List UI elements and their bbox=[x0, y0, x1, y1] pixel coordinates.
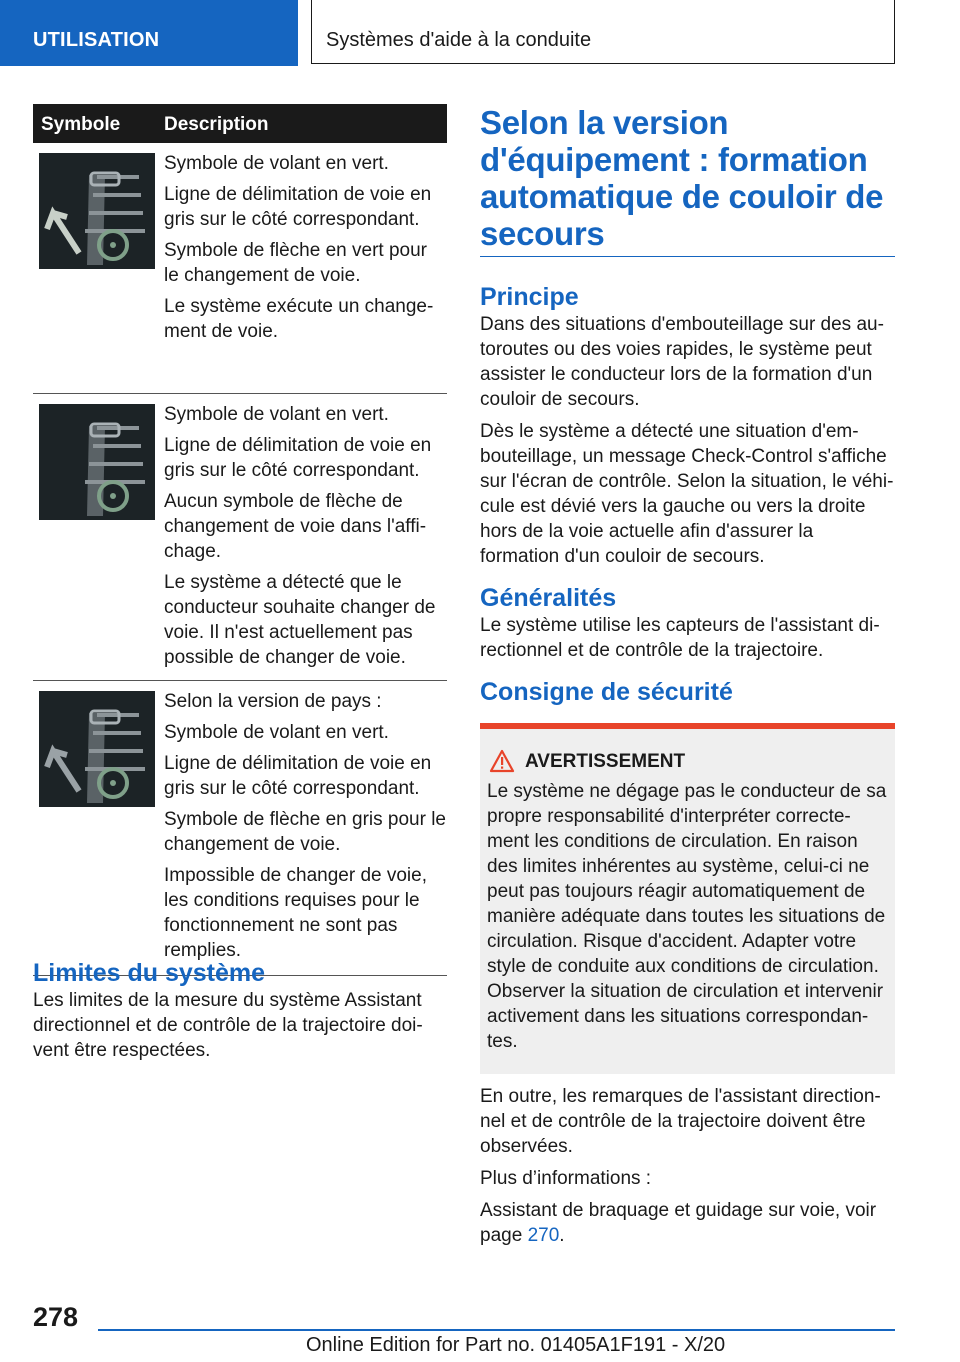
principle-heading: Principe bbox=[480, 283, 579, 311]
chapter-header bbox=[311, 0, 895, 64]
warning-box bbox=[480, 723, 895, 1074]
warning-label: AVERTISSEMENT bbox=[525, 751, 686, 772]
table-row bbox=[33, 394, 447, 681]
table-header bbox=[33, 104, 447, 143]
limits-text: Les limites de la mesure du système Assistant directionnel et de contrôle de la trajectoire doi-vent être respectées. bbox=[33, 990, 423, 1061]
principle-paragraph-1: Dans des situations d'embouteillage sur des au-toroutes ou des voies rapides, le système peut assister le conducteur lors de la formation d'un couloir de secours. bbox=[480, 314, 884, 410]
limits-heading: Limites du système bbox=[33, 959, 266, 987]
general-heading: Généralités bbox=[480, 584, 617, 612]
principle-paragraph-2: Dès le système a détecté une situation d'em-bouteillage, un message Check-Control s'affiche sur l'écran de contrôle. Selon la situation, le véhi-cule est dévié vers la gauche ou vers la droite hors de la voie actuelle afin d'assurer la formation d'un couloir de secours. bbox=[480, 421, 894, 567]
page-link[interactable]: 270 bbox=[527, 1225, 560, 1246]
main-title: Selon la version d'équipement : formation automatique de couloir de secours bbox=[480, 104, 884, 252]
section-label: UTILISATION bbox=[33, 29, 160, 51]
chapter-title: Systèmes d'aide à la conduite bbox=[326, 29, 592, 51]
row-description: Symbole de volant en vert. Ligne de délimitation de voie en gris sur le côté correspondant. Aucun symbole de flèche de changement de voie dans l'affi-chage. Le système a détecté que le conducteur souhaite changer de voie. Il n'est actuellement pas possible de changer de voie. bbox=[164, 404, 436, 668]
section-tab[interactable] bbox=[0, 0, 298, 66]
column-header-description: Description bbox=[164, 114, 269, 135]
page-number: 278 bbox=[33, 1302, 79, 1332]
row-description: Symbole de volant en vert. Ligne de délimitation de voie en gris sur le côté correspondant. Symbole de flèche en vert pour le changement de voie. Le système exécute un change-ment de voie. bbox=[164, 153, 434, 342]
footer-divider bbox=[98, 1329, 895, 1331]
safety-heading: Consigne de sécurité bbox=[480, 678, 733, 706]
lane-change-gray-arrow-icon bbox=[39, 691, 155, 807]
general-paragraph: Le système utilise les capteurs de l'assistant di-rectionnel et de contrôle de la trajectoire. bbox=[480, 615, 880, 661]
footer-edition: Online Edition for Part no. 01405A1F191 - X/20 bbox=[306, 1334, 726, 1356]
warning-triangle-icon bbox=[489, 749, 515, 773]
safety-paragraph-2: Plus d’informations : bbox=[480, 1168, 652, 1189]
limits-section bbox=[33, 958, 447, 1070]
title-divider bbox=[480, 256, 895, 257]
warning-text: Le système ne dégage pas le conducteur de sa propre responsabilité d'interpréter correcte-ment les conditions de circulation. En raison des limites inhérentes au système, celui-ci ne peut pas toujours réagir automatiquement de manière adéquate dans toutes les situations de circulation. Risque d'accident. Adapter votre style de conduite aux conditions de circulation. Observer la situation de circulation et intervenir activement dans les situations correspondan-tes. bbox=[487, 781, 887, 1052]
table-row bbox=[33, 681, 447, 976]
lane-change-no-arrow-icon bbox=[39, 404, 155, 520]
right-column bbox=[480, 282, 895, 1255]
row-description: Selon la version de pays : Symbole de volant en vert. Ligne de délimitation de voie en gris sur le côté correspondant. Symbole de flèche en gris pour le changement de voie. Impossible de changer de voie, les conditions requises pour le fonctionnement ne sont pas remplies. bbox=[164, 691, 446, 961]
lane-change-green-arrow-icon bbox=[39, 153, 155, 269]
safety-paragraph-3: Assistant de braquage et guidage sur voie, voir page 270. bbox=[480, 1200, 877, 1246]
column-header-symbol: Symbole bbox=[41, 114, 121, 135]
symbol-table bbox=[33, 104, 447, 976]
safety-paragraph-1: En outre, les remarques de l'assistant direction-nel et de contrôle de la trajectoire doivent être observées. bbox=[480, 1086, 881, 1157]
table-row bbox=[33, 143, 447, 394]
